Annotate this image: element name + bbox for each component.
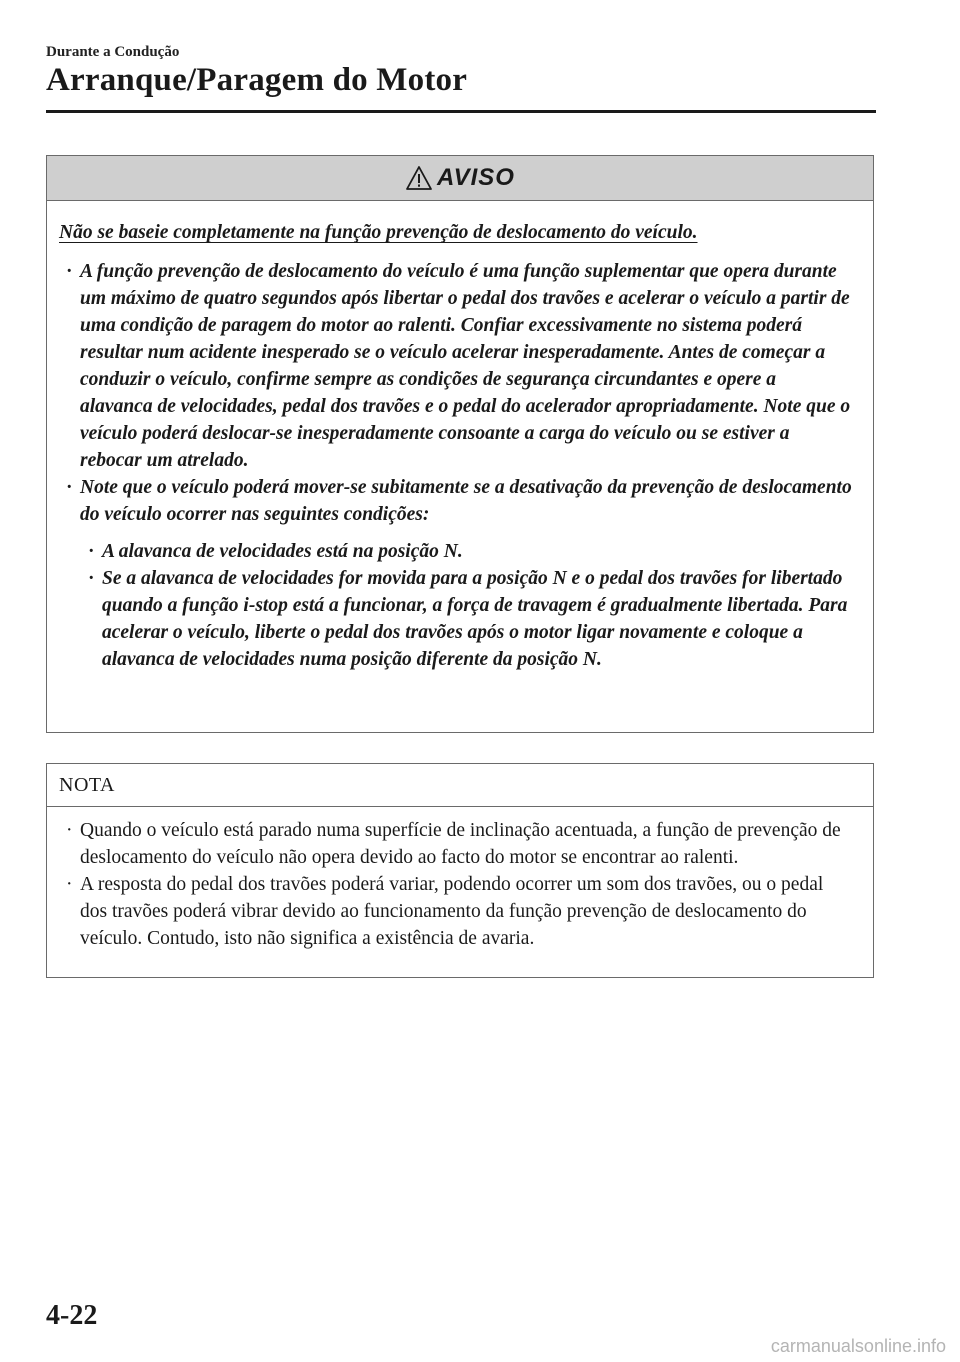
- warning-sub-bullet: · A alavanca de velocidades está na posição N.: [81, 538, 853, 565]
- note-header: NOTA: [47, 764, 873, 807]
- warning-header: [47, 156, 873, 201]
- note-bullet: · Quando o veículo está parado numa superfície de inclinação acentuada, a função de prevenção de deslocamento do veículo não opera devido ao facto do motor se encontrar ao ralenti.: [59, 817, 853, 871]
- section-label: Durante a Condução: [46, 44, 180, 60]
- page-number: 4-22: [46, 1300, 98, 1331]
- warning-sub-bullet: · Se a alavanca de velocidades for movida para a posição N e o pedal dos travões for libertado quando a função i-stop está a funcionar, a força de travagem é gradualmente libertada. Para acelerar o veículo, liberte o pedal dos travões após o motor ligar novamente e coloque a alavanca de velocidades numa posição diferente da posição N.: [81, 565, 853, 673]
- note-bullet: · A resposta do pedal dos travões poderá variar, podendo ocorrer um som dos travões, ou o pedal dos travões poderá vibrar devido ao funcionamento da função prevenção de deslocamento do veículo. Contudo, isto não significa a existência de avaria.: [59, 871, 853, 952]
- note-body: [47, 807, 873, 952]
- header-divider: [46, 110, 876, 113]
- warning-lead: Não se baseie completamente na função prevenção de deslocamento do veículo.: [59, 222, 698, 243]
- warning-triangle-icon: [405, 165, 433, 191]
- warning-bullet: · Note que o veículo poderá mover-se subitamente se a desativação da prevenção de deslocamento do veículo ocorrer nas seguintes condições:: [59, 474, 853, 528]
- warning-label: AVISO: [437, 164, 515, 191]
- warning-box: [46, 155, 874, 733]
- warning-sub-list: [59, 538, 853, 673]
- page-title: Arranque/Paragem do Motor: [46, 62, 468, 98]
- warning-body: [47, 201, 873, 673]
- warning-bullet: · A função prevenção de deslocamento do veículo é uma função suplementar que opera durante um máximo de quatro segundos após libertar o pedal dos travões e acelerar o veículo a partir de uma condição de paragem do motor ao ralenti. Confiar excessivamente no sistema poderá resultar num acidente inesperado se o veículo acelerar inesperadamente. Antes de começar a conduzir o veículo, confirme sempre as condições de segurança circundantes e opere a alavanca de velocidades, pedal dos travões e o pedal do acelerador apropriadamente. Note que o veículo poderá deslocar-se inesperadamente consoante a carga do veículo ou se estiver a rebocar um atrelado.: [59, 258, 853, 474]
- watermark: carmanualsonline.info: [770, 1336, 946, 1356]
- note-box: [46, 763, 874, 978]
